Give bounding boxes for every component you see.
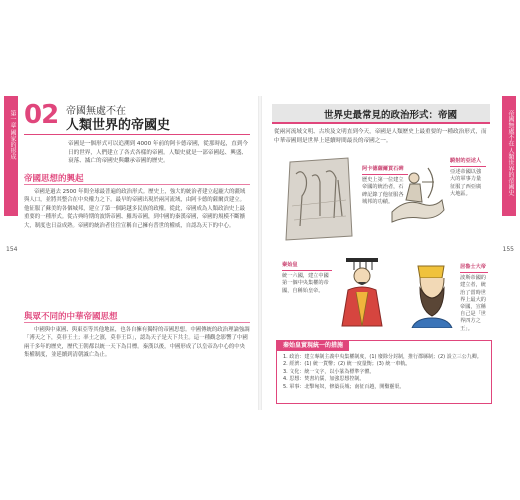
title-divider bbox=[24, 134, 250, 135]
note-item: 4. 思想：焚書坑儒，加強思想控制。 bbox=[283, 376, 365, 383]
caption-persian-text: 波斯帝國的建立者，統治了當時世界上最大的帝國，宣稱自己是「世界四方之王」。 bbox=[460, 275, 486, 332]
chapter-title-line1: 帝國無處不在 bbox=[66, 106, 126, 117]
chapter-side-tab-right bbox=[502, 96, 516, 216]
archer-illustration bbox=[388, 162, 448, 226]
note-item: 2. 經濟：(1) 統一貨幣；(2) 統一度量衡；(3) 統一車軌。 bbox=[283, 361, 411, 368]
section-body-1: 帝國是過去 2500 年間全球最普遍的政治形式。歷史上，強大的統治者建立起龐大的疆域與人口，並將其整合在中央權力之下。最早的帝國出現於兩河流域，由阿卡德的薩爾貢建立。他征服了蘇美的各個城邦，建立了第一個跨越多民族的政權。從此，帝國成為人類政治史上最重要的一種形式。從古典時期的波斯帝國、羅馬帝國，到中國的秦漢帝國，帝國的規模不斷擴大，制度也日益成熟。帝國的統治者往往宣稱自己擁有普世的權威，自認為天下的中心。 bbox=[24, 189, 246, 229]
chapter-side-text: 第一章 國家的形成 bbox=[9, 110, 16, 160]
caption-emperor-name: 秦始皇 bbox=[282, 262, 298, 268]
note-item: 1. 政治：建立專制主義中央集權制度，(1) 廢除分封制，推行郡縣制；(2) 設立三公九卿。 bbox=[283, 354, 482, 360]
page-number: 154 bbox=[6, 246, 18, 253]
section-body-2: 中國與中東國、與東亞等其他地區，也各自擁有獨特的帝國思想。中國傳統的政治理論強調「溥天之下，莫非王土；率土之濱，莫非王臣」，認為天子是天下共主。這一種觀念影響了中國兩千多年的歷史，歷代王朝都以統一天下為目標。秦漢以後，中國形成了以皇帝為中心的中央集權制度，並延續到清朝滅亡為止。 bbox=[24, 327, 250, 359]
note-item: 5. 軍事：北擊匈奴，修築長城；南征百越，開鑿靈渠。 bbox=[283, 383, 405, 390]
caption-emperor bbox=[282, 262, 332, 295]
caption-stele-text: 歷史上第一位建立帝國的統治者，石碑記錄了他征服各城邦的功績。 bbox=[362, 177, 404, 205]
note-item: 3. 文化：統一文字，以小篆為標準字體。 bbox=[283, 368, 375, 375]
section-heading-2: 與眾不同的中華帝國思想 bbox=[24, 312, 118, 322]
caption-persian bbox=[460, 264, 488, 333]
caption-persian-rule bbox=[460, 272, 488, 273]
caption-emperor-text: 統一六國，建立中國第一個中央集權的帝國，自稱始皇帝。 bbox=[282, 273, 329, 294]
caption-persian-name: 居魯士大帝 bbox=[460, 264, 486, 270]
illustration-area bbox=[276, 152, 486, 332]
note-list bbox=[283, 354, 487, 391]
section-divider-1 bbox=[24, 184, 250, 185]
caption-emperor-rule bbox=[282, 270, 332, 271]
caption-archer-rule bbox=[450, 166, 486, 167]
chapter-intro: 帝國是一個形式可以追溯到 4000 年前的阿卡德帝國，從那時起，直到今日的世界，人們建立了各式各樣的帝國。人類史就是一部帝國起、興盛、衰落、滅亡的帝國史與繼承帝國的歷史。 bbox=[68, 141, 249, 165]
caption-archer bbox=[450, 158, 486, 198]
stele-illustration bbox=[282, 156, 356, 242]
note-box bbox=[276, 340, 492, 404]
note-heading: 秦始皇實現統一的措施 bbox=[277, 341, 349, 351]
right-page-intro: 從兩河流域文明、古埃及文明直到今天，帝國是人類歷史上最重要的一種政治形式，而中華帝國則是世界上延續時間最長的帝國之一。 bbox=[274, 129, 487, 144]
right-page bbox=[262, 96, 516, 410]
caption-archer-text: 亞述帝國以強大的軍事力量征服了西亞廣大地區。 bbox=[450, 169, 482, 197]
persian-king-illustration bbox=[406, 262, 456, 328]
section-divider-2 bbox=[24, 322, 250, 323]
chapter-side-tab bbox=[4, 96, 18, 216]
right-title-bar bbox=[272, 104, 490, 124]
caption-stele-name: 阿卡德薩爾貢石碑 bbox=[362, 166, 404, 172]
chapter-title-line2: 人類世界的帝國史 bbox=[66, 118, 171, 133]
caption-archer-name: 騎射的亞述人 bbox=[450, 158, 482, 164]
right-page-title: 世界史最常見的政治形式：帝國 bbox=[324, 110, 458, 121]
section-heading-1: 帝國思想的興起 bbox=[24, 174, 84, 184]
chapter-number: 02 bbox=[24, 100, 59, 130]
page-number-right: 155 bbox=[502, 246, 514, 253]
chapter-side-text-right: 帝國無處不在 人類世界的帝國史 bbox=[507, 110, 514, 196]
emperor-illustration bbox=[336, 256, 388, 328]
left-page bbox=[4, 96, 258, 410]
